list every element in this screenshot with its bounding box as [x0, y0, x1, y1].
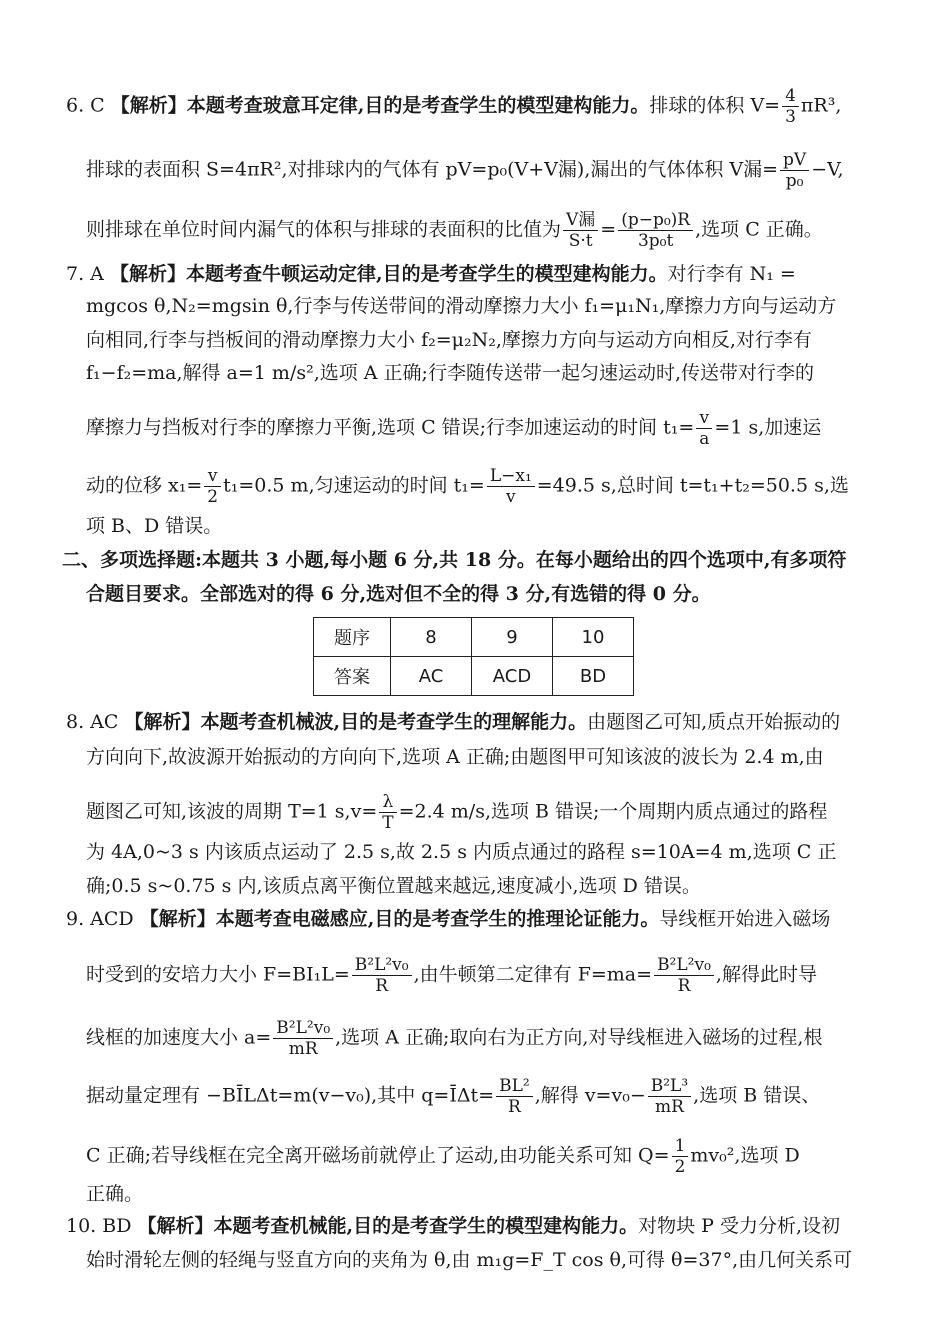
- q8-line-4: 为 4A,0~3 s 内该质点运动了 2.5 s,故 2.5 s 内质点通过的路程 s=10A=4 m,选项 C 正: [86, 841, 837, 863]
- q7-line-4: f₁−f₂=ma,解得 a=1 m/s²,选项 A 正确;行李随传送带一起匀速运动时,传送带对行李的: [86, 362, 815, 384]
- q9-line-5: C 正确;若导线框在完全离开磁场前就停止了运动,由功能关系可知 Q= $\frac{1}{2}$ mv₀²,选项 D: [86, 1136, 800, 1177]
- q6-frac-vleak: $\frac{\text{V漏}}{S\cdot t}$: [563, 210, 598, 251]
- q10-line-2: 始时滑轮左侧的轻绳与竖直方向的夹角为 θ,由 m₁g=F_T cos θ,可得 θ=37°,由几何关系可: [86, 1249, 853, 1271]
- table-cell: 题序: [314, 618, 391, 657]
- q7-line-2: mgcos θ,N₂=mgsin θ,行李与传送带间的滑动摩擦力大小 f₁=μ₁N₁,摩擦力方向与运动方: [86, 295, 837, 317]
- q9-line-1: 9. ACD 【解析】本题考查电磁感应,目的是考查学生的推理论证能力。导线框开始进入磁场: [66, 908, 831, 930]
- q8-number: 8. AC: [66, 711, 119, 733]
- q9-frac-charge: $\frac{\text{BL²}}{R}$: [496, 1076, 533, 1117]
- q7-line-3: 向相同,行李与挡板间的滑动摩擦力大小 f₂=μ₂N₂,摩擦力方向与运动方向相反,对行李有: [86, 329, 812, 351]
- q9-line-2: 时受到的安培力大小 F=BI₁L= $\frac{\text{B²L²v₀}}{R}$ ,由牛顿第二定律有 F=ma= $\frac{\text{B²L²v₀}}{R}$ ,解得此时导: [86, 955, 817, 996]
- q7-frac-v-a: $\frac{v}{a}$: [696, 408, 712, 449]
- q6-line-3: 则排球在单位时间内漏气的体积与排球的表面积的比值为 $\frac{\text{V漏}}{S\cdot t}$ = $\frac{\text{(p−p₀)R}}{\text{3p₀t}}$ ,选项 C 正确。: [86, 210, 823, 251]
- table-cell: 9: [472, 618, 553, 657]
- q9-frac-half: $\frac{1}{2}$: [672, 1136, 689, 1177]
- q7-line-1: 7. A 【解析】本题考查牛顿运动定律,目的是考查学生的模型建构能力。对行李有 N₁ =: [66, 263, 796, 285]
- q7-line-6: 动的位移 x₁= $\frac{v}{2}$ t₁=0.5 m,匀速运动的时间 t₁= $\frac{\text{L−x₁}}{v}$ =49.5 s,总时间 t=t₁+t₂=50.5 s,选: [86, 466, 849, 507]
- q9-frac-force: $\frac{\text{B²L²v₀}}{R}$: [352, 955, 412, 996]
- table-row: [314, 618, 634, 657]
- table-cell: BD: [553, 657, 634, 696]
- table-cell: 10: [553, 618, 634, 657]
- q6-summary: 本题考查玻意耳定律,目的是考查学生的模型建构能力。: [186, 94, 650, 117]
- q6-frac-ratio: $\frac{\text{(p−p₀)R}}{\text{3p₀t}}$: [618, 210, 693, 251]
- q7-frac-lx-v: $\frac{\text{L−x₁}}{v}$: [487, 466, 535, 507]
- table-row: [314, 657, 634, 696]
- q8-line-2: 方向向下,故波源开始振动的方向向下,选项 A 正确;由题图甲可知该波的波长为 2.4 m,由: [86, 746, 824, 768]
- q7-line-7: 项 B、D 错误。: [86, 515, 223, 537]
- section2-heading: 二、多项选择题:本题共 3 小题,每小题 6 分,共 18 分。在每小题给出的四个选项中,有多项符: [62, 549, 847, 571]
- q9-line-6: 正确。: [86, 1183, 144, 1205]
- table-cell: 8: [391, 618, 472, 657]
- q8-frac-lambda-t: $\frac{\lambda}{T}$: [379, 792, 396, 833]
- q6-tag: 【解析】: [110, 94, 187, 117]
- q9-frac-ma: $\frac{\text{B²L²v₀}}{R}$: [654, 955, 714, 996]
- q8-line-5: 确;0.5 s~0.75 s 内,该质点离平衡位置越来越远,速度减小,选项 D 错误。: [86, 875, 701, 897]
- q7-line-5: 摩擦力与挡板对行李的摩擦力平衡,选项 C 错误;行李加速运动的时间 t₁= $\frac{v}{a}$ =1 s,加速运: [86, 408, 822, 449]
- q6-frac-4-3: $\frac{4}{3}$: [782, 86, 799, 127]
- table-cell: AC: [391, 657, 472, 696]
- q6-text: 排球的体积 V=: [649, 94, 781, 117]
- q6-line-1: 6. C 【解析】本题考查玻意耳定律,目的是考查学生的模型建构能力。排球的体积 V= $\frac{4}{3}$ πR³,: [66, 86, 842, 127]
- answer-table: [313, 617, 634, 696]
- q9-frac-velocity: $\frac{\text{B²L³}}{mR}$: [648, 1076, 691, 1117]
- q6-frac-pv-p0: $\frac{pV}{\text{p₀}}$: [780, 150, 809, 191]
- q9-line-3: 线框的加速度大小 a= $\frac{\text{B²L²v₀}}{mR}$ ,选项 A 正确;取向右为正方向,对导线框进入磁场的过程,根: [86, 1018, 823, 1059]
- table-cell: ACD: [472, 657, 553, 696]
- q9-frac-accel: $\frac{\text{B²L²v₀}}{mR}$: [273, 1018, 333, 1059]
- q9-line-4: 据动量定理有 −BĪLΔt=m(v−v₀),其中 q=ĪΔt= $\frac{\text{BL²}}{R}$ ,解得 v=v₀− $\frac{\text{B²L³}}{mR}$ ,选项 B 错误、: [86, 1076, 821, 1117]
- table-cell: 答案: [314, 657, 391, 696]
- q8-line-1: 8. AC 【解析】本题考查机械波,目的是考查学生的理解能力。由题图乙可知,质点开始振动的: [66, 711, 841, 733]
- q9-number: 9. ACD: [66, 908, 134, 930]
- q6-number: 6. C: [66, 94, 105, 117]
- q10-line-1: 10. BD 【解析】本题考查机械能,目的是考查学生的模型建构能力。对物块 P 受力分析,设初: [66, 1215, 841, 1237]
- section2-heading-cont: 合题目要求。全部选对的得 6 分,选对但不全的得 3 分,有选错的得 0 分。: [86, 583, 711, 605]
- q7-number: 7. A: [66, 263, 104, 285]
- q8-line-3: 题图乙可知,该波的周期 T=1 s,v= $\frac{\lambda}{T}$ =2.4 m/s,选项 B 错误;一个周期内质点通过的路程: [86, 792, 828, 833]
- q7-frac-v-2: $\frac{v}{2}$: [204, 466, 221, 507]
- q6-line-2: 排球的表面积 S=4πR²,对排球内的气体有 pV=p₀(V+V漏),漏出的气体体积 V漏= $\frac{pV}{\text{p₀}}$ −V,: [86, 150, 844, 191]
- q10-number: 10. BD: [66, 1215, 132, 1237]
